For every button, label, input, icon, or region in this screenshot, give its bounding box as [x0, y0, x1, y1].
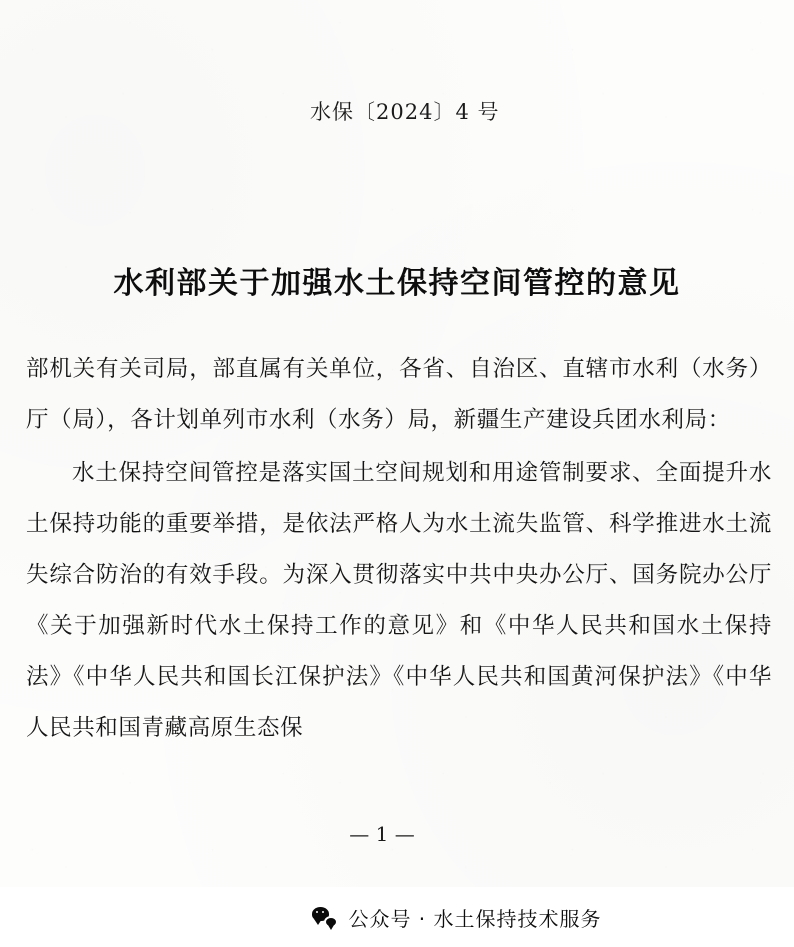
- document-body: [26, 344, 772, 754]
- footer-watermark-text: 公众号 · 水土保持技术服务: [348, 906, 602, 931]
- paragraph-intro: 水土保持空间管控是落实国土空间规划和用途管制要求、全面提升水土保持功能的重要举措，是依法严格人为水土流失监管、科学推进水土流失综合防治的有效手段。为深入贯彻落实中共中央办公厅、国务院办公厅《关于加强新时代水土保持工作的意见》和《中华人民共和国水土保持法》《中华人民共和国长江保护法》《中华人民共和国黄河保护法》《中华人民共和国青藏高原生态保: [26, 460, 772, 741]
- document-number: 水保〔2024〕4 号: [310, 100, 500, 124]
- footer-watermark-bar: [0, 887, 794, 947]
- wechat-icon: [312, 906, 338, 928]
- page-number: — 1 —: [349, 822, 415, 846]
- footer-watermark: [312, 903, 601, 932]
- paragraph-addressee: 部机关有关司局，部直属有关单位，各省、自治区、直辖市水利（水务）厅（局），各计划单列市水利（水务）局，新疆生产建设兵团水利局：: [26, 356, 772, 433]
- page-title: 水利部关于加强水土保持空间管控的意见: [113, 266, 681, 302]
